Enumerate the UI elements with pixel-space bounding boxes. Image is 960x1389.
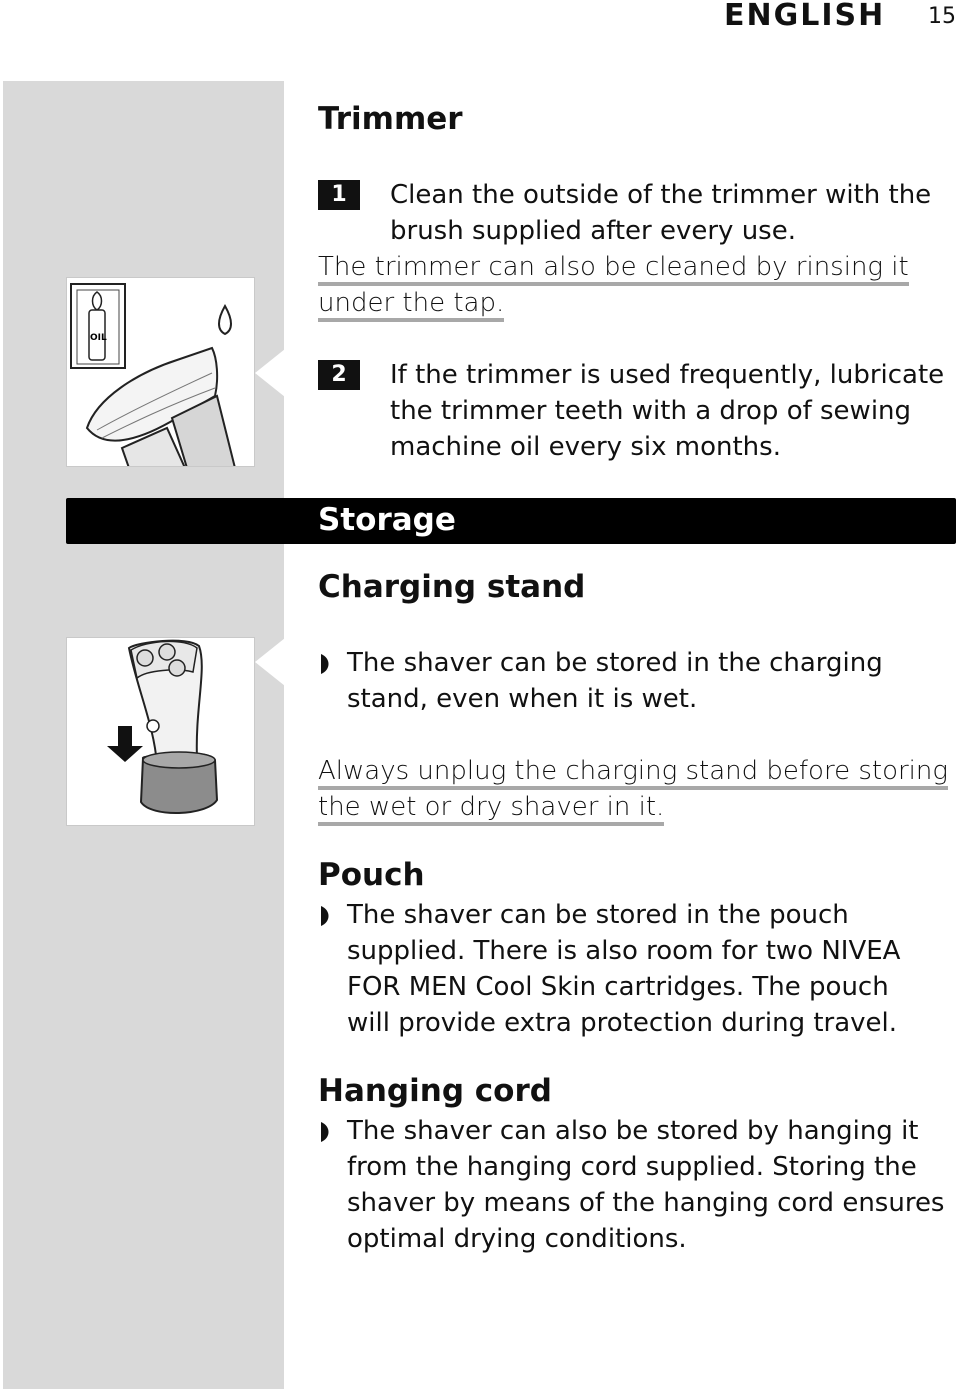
page-number: 15 <box>928 4 956 29</box>
storage-heading: Storage <box>318 502 456 538</box>
bullet-icon <box>320 905 334 927</box>
pouch-line: supplied. There is also room for two NIVEA <box>347 936 901 966</box>
step-1-line: Clean the outside of the trimmer with the <box>390 180 932 210</box>
step-2-text <box>390 357 944 465</box>
language-header: ENGLISH <box>724 0 886 33</box>
bullet-icon <box>320 653 334 675</box>
charging-illustration-pointer <box>255 638 285 686</box>
storage-section-bar <box>66 498 956 544</box>
trimmer-note-line: under the tap. <box>318 288 504 322</box>
charging-stand-note <box>318 753 948 825</box>
trimmer-oil-illustration <box>66 277 255 467</box>
pouch-heading: Pouch <box>318 857 425 893</box>
pouch-bullet-text <box>347 897 900 1041</box>
charging-stand-illustration <box>66 637 255 826</box>
pouch-line: FOR MEN Cool Skin cartridges. The pouch <box>347 972 889 1002</box>
hanging-cord-line: The shaver can also be stored by hanging it <box>347 1116 919 1146</box>
charging-stand-note-line: the wet or dry shaver in it. <box>318 792 664 826</box>
step-2-line: If the trimmer is used frequently, lubricate <box>390 360 945 390</box>
trimmer-illustration-pointer <box>255 349 285 397</box>
hanging-cord-line: from the hanging cord supplied. Storing the <box>347 1152 917 1182</box>
charging-stand-heading: Charging stand <box>318 569 586 605</box>
pouch-line: will provide extra protection during travel. <box>347 1008 898 1038</box>
trimmer-note <box>318 249 909 321</box>
step-1-line: brush supplied after every use. <box>390 216 796 246</box>
step-2-line: the trimmer teeth with a drop of sewing <box>390 396 912 426</box>
hanging-cord-line: optimal drying conditions. <box>347 1224 687 1254</box>
step-2-badge: 2 <box>318 360 360 390</box>
step-1-badge: 1 <box>318 180 360 210</box>
charging-stand-line: stand, even when it is wet. <box>347 684 698 714</box>
bullet-icon <box>320 1121 334 1143</box>
trimmer-note-line: The trimmer can also be cleaned by rinsing it <box>318 252 909 286</box>
oil-label: OIL <box>90 333 107 343</box>
pouch-line: The shaver can be stored in the pouch <box>347 900 849 930</box>
charging-stand-line: The shaver can be stored in the charging <box>347 648 883 678</box>
trimmer-heading: Trimmer <box>318 101 463 137</box>
charging-stand-bullet-text <box>347 645 883 717</box>
step-2-line: machine oil every six months. <box>390 432 781 462</box>
charging-stand-note-line: Always unplug the charging stand before storing <box>318 756 948 790</box>
hanging-cord-line: shaver by means of the hanging cord ensures <box>347 1188 945 1218</box>
hanging-cord-heading: Hanging cord <box>318 1073 552 1109</box>
step-1-text <box>390 177 931 249</box>
hanging-cord-bullet-text <box>347 1113 944 1257</box>
